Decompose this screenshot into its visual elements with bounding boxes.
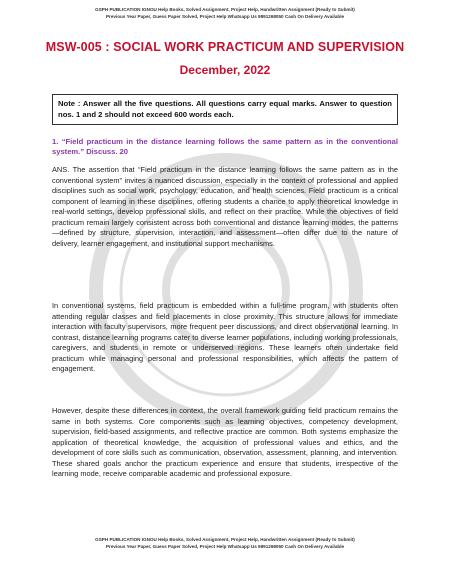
exam-date: December, 2022 [179,63,271,77]
answer-paragraph-1: ANS. The assertion that “Field practicum in the distance learning follows the same pattern as in the conventional system” invites a nuanced discussion, especially in the context of professional and applied disciplines such as social work, psychology, education, and health sciences. Field practicum is a critical component of learning in these disciplines, offering students a chance to apply theoretical knowledge in real-world settings, develop professional skills, and reflect on their practice. While the objectives of field practicum remain largely consistent across both conventional and distance learning modes, the patterns—defined by structure, supervision, interaction, and assessment—often differ due to the nature of delivery, learner engagement, and institutional support mechanisms. [52,165,398,248]
page-title: MSW-005 : SOCIAL WORK PRACTICUM AND SUPERVISION [45,40,405,54]
footer-note [20,537,430,550]
footer-line-2: Previous Year Paper, Guess Paper Solved, Project Help Whatsapp Us 9891268050 Cash On Delivery Available [105,543,345,549]
header-note [20,7,430,20]
answer-paragraph-3: However, despite these differences in context, the overall framework guiding field practicum remains the same in both systems. Core components such as learning objectives, competency development, supervision, field-based assignments, and reflective practice are common. Both systems emphasize the application of theoretical knowledge, the acquisition of professional values and ethics, and the development of core skills such as communication, observation, assessment, planning, and intervention. These shared goals anchor the practicum experience and ensure that students, irrespective of the learning mode, receive comparable academic and professional exposure. [52,406,398,478]
answer-paragraph-2: In conventional systems, field practicum is embedded within a full-time program, with students often attending regular classes and field placements in close proximity. This structure allows for immediate interaction with faculty supervisors, more frequent peer discussions, and direct observational learning. In contrast, distance learning programs cater to diverse learner populations, including working professionals, caregivers, and students in remote or underserved regions. These learners often undertake field practicum while managing personal and professional responsibilities, which affects the pattern of engagement. [52,301,398,373]
instructions-note: Note : Answer all the five questions. All questions carry equal marks. Answer to question nos. 1 and 2 should not exceed 600 words each. [52,94,398,125]
header-line-1: GSPH PUBLICATION IGNOU Help Books, Solved Assignment, Project Help, Handwritten Assignment (Ready to Submit) [95,7,355,12]
footer-line-1: GSPH PUBLICATION IGNOU Help Books, Solved Assignment, Project Help, Handwritten Assignment (Ready to Submit) [95,537,355,542]
question-1: 1. “Field practicum in the distance learning follows the same pattern as in the conventional system.” Discuss. 20 [52,137,398,157]
header-line-2: Previous Year Paper, Guess Paper Solved, Project Help Whatsapp Us 9891268050 Cash On Delivery Available [105,13,345,19]
